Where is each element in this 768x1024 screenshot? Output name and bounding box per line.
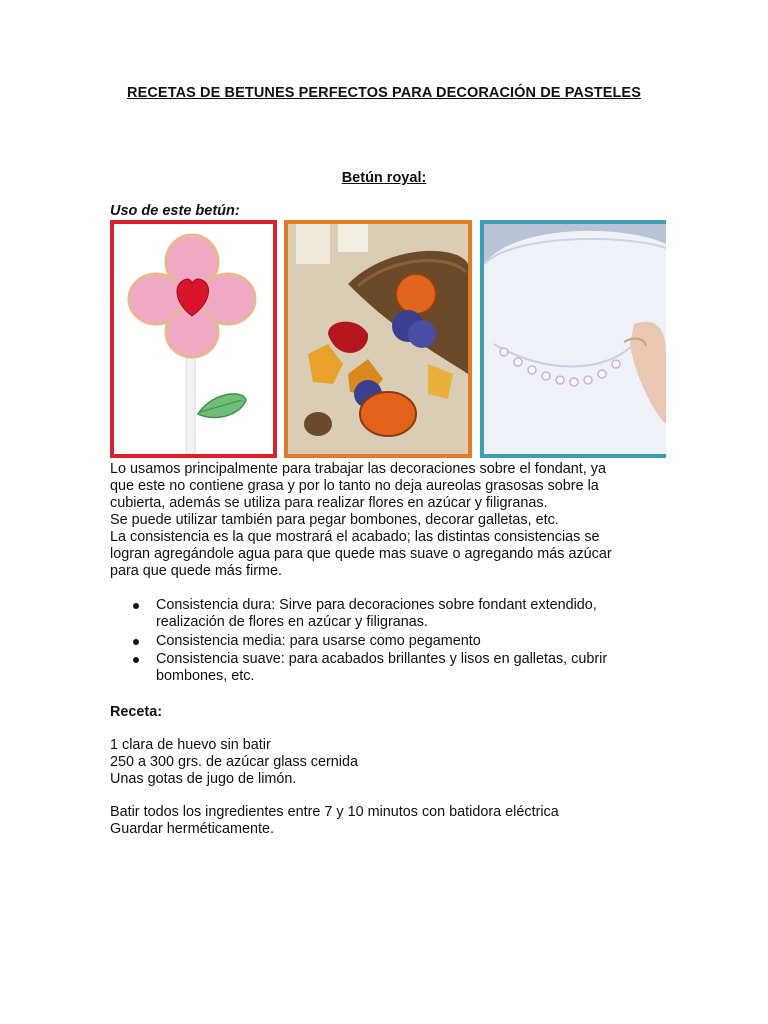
paragraph-line: logran agregándole agua para que quede mas suave o agregando más azúcar [110,546,612,562]
instruction-line: Guardar herméticamente. [110,821,274,837]
cornucopia-illustration [288,224,468,454]
photo-cornucopia-cookies [284,220,472,458]
paragraph-line: cubierta, además se utiliza para realizar flores en azúcar y filigranas. [110,495,548,511]
bullet-icon [133,657,139,663]
recipe-label: Receta: [110,704,162,720]
usage-paragraph [110,461,670,580]
list-item: Consistencia dura: Sirve para decoraciones sobre fondant extendido, realización de flores en azúcar y filigranas. [110,597,670,631]
paragraph-line: Lo usamos principalmente para trabajar las decoraciones sobre el fondant, ya [110,461,606,477]
list-item: Consistencia suave: para acabados brillantes y lisos en galletas, cubrir bombones, etc. [110,651,670,685]
paragraph-line: Se puede utilizar también para pegar bombones, decorar galletas, etc. [110,512,559,528]
paragraph-line: que este no contiene grasa y por lo tanto no deja aureolas grasosas sobre la [110,478,599,494]
paragraph-line: para que quede más firme. [110,563,282,579]
photo-flower-cookie [110,220,277,458]
fondant-cake-illustration [484,224,666,454]
section-title: Betún royal: [341,170,427,186]
document-title: RECETAS DE BETUNES PERFECTOS PARA DECORACIÓN DE PASTELES [127,85,641,101]
ingredient-line: 250 a 300 grs. de azúcar glass cernida [110,754,358,770]
usage-label: Uso de este betún: [110,203,240,219]
ingredient-line: Unas gotas de jugo de limón. [110,771,297,787]
consistency-list [110,597,670,687]
ingredient-line: 1 clara de huevo sin batir [110,737,271,753]
bullet-icon [133,603,139,609]
ingredients-list [110,737,670,788]
paragraph-line: La consistencia es la que mostrará el acabado; las distintas consistencias se [110,529,600,545]
flower-cookie-illustration [114,224,273,454]
instruction-line: Batir todos los ingredientes entre 7 y 10 minutos con batidora eléctrica [110,804,559,820]
bullet-icon [133,639,139,645]
instructions [110,804,670,838]
list-item: Consistencia media: para usarse como pegamento [110,633,670,650]
photo-fondant-cake [480,220,666,458]
